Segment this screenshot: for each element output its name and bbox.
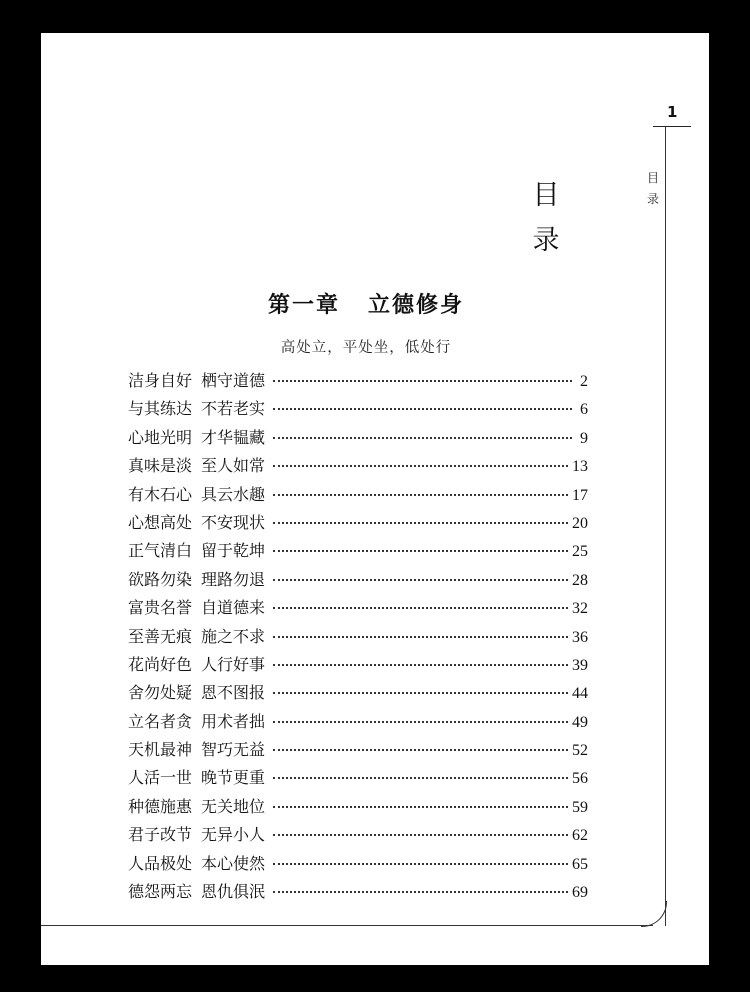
chapter-heading bbox=[41, 288, 691, 319]
toc-entry[interactable] bbox=[128, 396, 588, 424]
toc-entry-title-part: 栖守道德 bbox=[201, 371, 266, 390]
toc-entry-page: 2 bbox=[580, 373, 588, 390]
toc-entry-page: 36 bbox=[572, 628, 588, 646]
toc-entry-page: 13 bbox=[572, 458, 588, 476]
toc-title-char: 录 bbox=[532, 225, 560, 256]
toc-entry[interactable] bbox=[128, 510, 588, 538]
page-number: 1 bbox=[667, 103, 678, 121]
toc-entry-title bbox=[128, 879, 265, 902]
toc-entry[interactable] bbox=[128, 624, 588, 652]
toc-entry-title-part: 正气清白 bbox=[128, 541, 193, 561]
toc-entry[interactable] bbox=[128, 851, 588, 879]
toc-entry-title-part: 德怨两忘 bbox=[128, 882, 193, 902]
toc-entry-title-part: 人活一世 bbox=[128, 768, 193, 788]
chapter-name: 立德修身 bbox=[368, 292, 465, 318]
toc-entry-page: 9 bbox=[580, 429, 588, 447]
toc-entry-title-part: 才华韫藏 bbox=[201, 427, 266, 447]
toc-entry-title-part: 自道德来 bbox=[201, 598, 266, 618]
toc-entry-title-part: 留于乾坤 bbox=[201, 541, 266, 561]
toc-entry-title-part: 本心使然 bbox=[201, 853, 266, 873]
toc-entry-page: 32 bbox=[572, 600, 588, 618]
toc-entry-title-part: 富贵名誉 bbox=[128, 598, 193, 618]
dot-leader bbox=[273, 636, 568, 638]
toc-entry-page: 69 bbox=[572, 884, 588, 902]
toc-entry[interactable] bbox=[128, 794, 588, 822]
toc-entry-title-part: 天机最神 bbox=[128, 740, 193, 760]
dot-leader bbox=[273, 494, 568, 496]
margin-rule bbox=[665, 126, 666, 926]
toc-entry-title bbox=[128, 567, 265, 590]
toc-entry[interactable] bbox=[128, 482, 588, 510]
toc-entry-title bbox=[128, 510, 265, 533]
toc-entry-page: 62 bbox=[572, 827, 588, 845]
toc-entry-title-part: 至人如常 bbox=[201, 456, 266, 476]
toc-entry-title-part: 无异小人 bbox=[201, 825, 266, 845]
dot-leader bbox=[273, 806, 568, 808]
toc-entry[interactable] bbox=[128, 595, 588, 623]
toc-title bbox=[528, 173, 564, 263]
dot-leader bbox=[273, 692, 568, 694]
toc-entry[interactable] bbox=[128, 822, 588, 850]
toc-entry[interactable] bbox=[128, 709, 588, 737]
toc-entry-page: 6 bbox=[580, 401, 588, 419]
toc-entry-title-part: 用术者拙 bbox=[201, 711, 266, 731]
running-header-label bbox=[643, 168, 663, 210]
toc-entry-title bbox=[128, 538, 265, 561]
toc-entry-title bbox=[128, 765, 265, 788]
toc-entry-page: 59 bbox=[572, 798, 588, 816]
toc-entry-page: 52 bbox=[572, 742, 588, 760]
dot-leader bbox=[273, 522, 568, 524]
chapter-number: 第一章 bbox=[267, 292, 340, 318]
header-rule bbox=[653, 126, 691, 127]
book-page bbox=[41, 33, 709, 965]
toc-entry-title bbox=[128, 822, 265, 845]
toc-entry-title-part: 不若老实 bbox=[201, 399, 266, 419]
running-header-char: 目 bbox=[646, 171, 659, 185]
toc-entry-title bbox=[128, 425, 265, 448]
toc-entry-title-part: 心地光明 bbox=[128, 427, 193, 447]
dot-leader bbox=[273, 721, 568, 723]
toc-entry[interactable] bbox=[128, 453, 588, 481]
dot-leader bbox=[273, 749, 568, 751]
toc-entry-title bbox=[128, 851, 265, 874]
toc-entry[interactable] bbox=[128, 368, 588, 396]
toc-entry-title bbox=[128, 368, 265, 391]
toc-entry-title-part: 欲路勿染 bbox=[128, 569, 193, 589]
toc-entry-title-part: 与其练达 bbox=[128, 399, 193, 419]
toc-entry-title-part: 舍勿处疑 bbox=[128, 683, 193, 703]
margin-curve bbox=[641, 901, 667, 927]
toc-entry-title-part: 理路勿退 bbox=[201, 569, 266, 589]
toc-entry-title-part: 君子改节 bbox=[128, 825, 193, 845]
toc-entry[interactable] bbox=[128, 680, 588, 708]
dot-leader bbox=[273, 579, 568, 581]
toc-entry-page: 28 bbox=[572, 571, 588, 589]
toc-entry-page: 65 bbox=[572, 855, 588, 873]
toc-title-char: 目 bbox=[532, 180, 560, 211]
dot-leader bbox=[273, 834, 568, 836]
toc-entry-title bbox=[128, 453, 265, 476]
toc-entry-page: 44 bbox=[572, 685, 588, 703]
toc-entry-title-part: 具云水趣 bbox=[201, 484, 266, 504]
toc-entry[interactable] bbox=[128, 737, 588, 765]
toc-entry[interactable] bbox=[128, 425, 588, 453]
dot-leader bbox=[273, 863, 568, 865]
dot-leader bbox=[273, 408, 572, 410]
dot-leader bbox=[273, 664, 568, 666]
toc-entry-title bbox=[128, 482, 265, 505]
toc-entry[interactable] bbox=[128, 765, 588, 793]
toc-entry-title-part: 种德施惠 bbox=[128, 796, 193, 816]
toc-entry[interactable] bbox=[128, 652, 588, 680]
toc-entry-title-part: 人行好事 bbox=[201, 654, 266, 674]
toc-entry-title-part: 无关地位 bbox=[201, 796, 266, 816]
bottom-rule bbox=[41, 925, 653, 926]
dot-leader bbox=[273, 465, 568, 467]
running-header-char: 录 bbox=[646, 192, 659, 206]
toc-entry-title bbox=[128, 737, 265, 760]
toc-entry-title-part: 恩仇俱泯 bbox=[201, 882, 266, 902]
toc-entry-title-part: 有木石心 bbox=[128, 484, 193, 504]
toc-entry-page: 25 bbox=[572, 543, 588, 561]
chapter-subtitle: 高处立，平处坐，低处行 bbox=[280, 340, 452, 356]
toc-entry-page: 56 bbox=[572, 770, 588, 788]
toc-entry-page: 49 bbox=[572, 713, 588, 731]
dot-leader bbox=[273, 607, 568, 609]
dot-leader bbox=[273, 891, 568, 893]
toc-entry-title-part: 不安现状 bbox=[201, 512, 266, 532]
toc-entry[interactable] bbox=[128, 879, 588, 907]
toc-entry[interactable] bbox=[128, 567, 588, 595]
toc-entry-page: 20 bbox=[572, 514, 588, 532]
toc-entry-title-part: 人品极处 bbox=[128, 853, 193, 873]
toc-entry-title-part: 晚节更重 bbox=[201, 768, 266, 788]
toc-entry-list bbox=[128, 368, 588, 907]
dot-leader bbox=[273, 437, 572, 439]
dot-leader bbox=[273, 550, 568, 552]
toc-entry-title-part: 立名者贪 bbox=[128, 711, 193, 731]
toc-entry-title bbox=[128, 794, 265, 817]
toc-entry-title bbox=[128, 624, 265, 647]
toc-entry-title-part: 洁身自好 bbox=[128, 371, 193, 390]
toc-entry-title bbox=[128, 652, 265, 675]
toc-entry-page: 17 bbox=[572, 486, 588, 504]
toc-entry-title-part: 真味是淡 bbox=[128, 456, 193, 476]
toc-entry-page: 39 bbox=[572, 656, 588, 674]
toc-entry-title bbox=[128, 396, 265, 419]
toc-entry-title-part: 智巧无益 bbox=[201, 740, 266, 760]
dot-leader bbox=[273, 777, 568, 779]
toc-entry-title bbox=[128, 680, 265, 703]
toc-entry-title bbox=[128, 709, 265, 732]
toc-entry[interactable] bbox=[128, 538, 588, 566]
toc-entry-title bbox=[128, 595, 265, 618]
toc-entry-title-part: 施之不求 bbox=[201, 626, 266, 646]
toc-entry-title-part: 心想高处 bbox=[128, 512, 193, 532]
toc-entry-title-part: 恩不图报 bbox=[201, 683, 266, 703]
toc-entry-title-part: 花尚好色 bbox=[128, 654, 193, 674]
toc-entry-title-part: 至善无痕 bbox=[128, 626, 193, 646]
dot-leader bbox=[273, 380, 572, 382]
